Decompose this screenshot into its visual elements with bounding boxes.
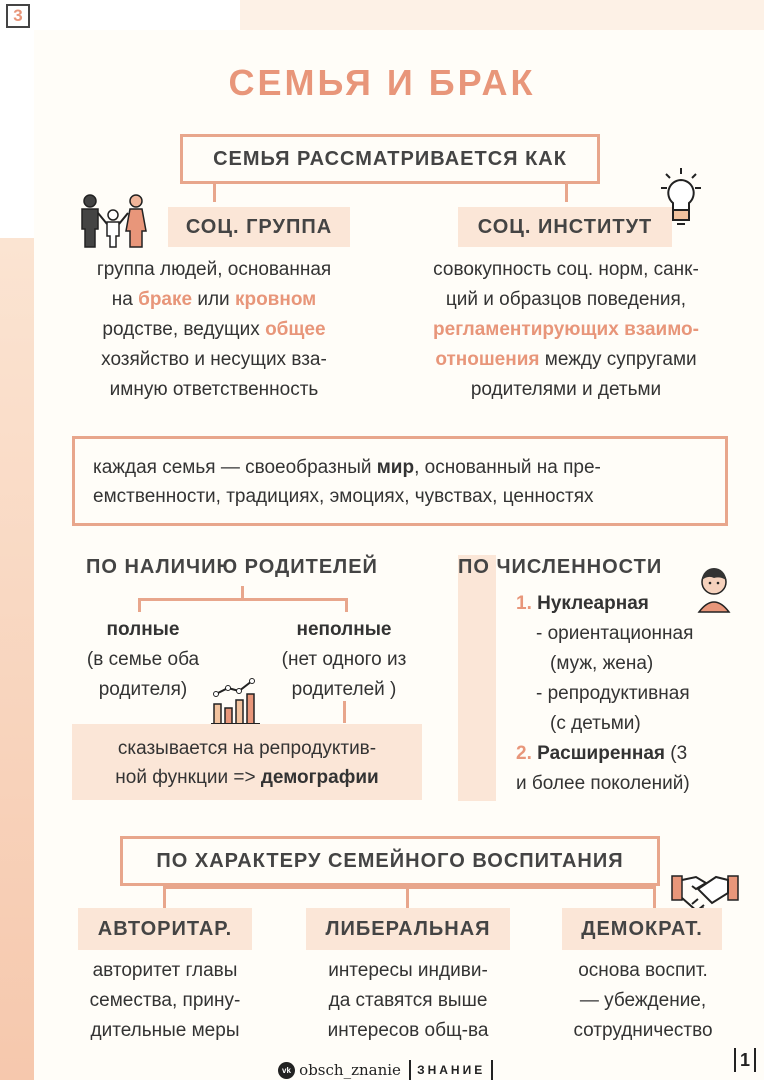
logo-text: 3 [13, 6, 23, 25]
liberal-line-1: интересы индиви- [328, 960, 488, 981]
parents-connector-left [138, 598, 141, 612]
page-number-text: 1 [739, 1050, 750, 1070]
demography-note [72, 724, 422, 800]
full-family-title: полные [106, 619, 180, 640]
incomplete-connector [343, 701, 346, 723]
left-band [0, 238, 34, 1080]
democratic-line-1: основа воспит. [578, 960, 708, 981]
parents-connector-right [345, 598, 348, 612]
incomplete-family-desc-1: (нет одного из [281, 649, 407, 670]
incomplete-family-title: неполные [296, 619, 392, 640]
liberal-line-3: интересов общ-ва [327, 1020, 489, 1041]
family-as-header [180, 134, 600, 184]
footer-brand: ЗНАНИЕ [409, 1060, 493, 1080]
logo [6, 4, 30, 28]
upbringing-connector-mid [406, 886, 409, 908]
demography-note-line-2: ной функции => демографии [115, 767, 379, 788]
family-as-header-text: СЕМЬЯ РАССМАТРИВАЕТСЯ КАК [213, 148, 567, 170]
authoritarian-line-1: авторитет главы [92, 960, 238, 981]
democratic-line-3: сотрудничество [573, 1020, 713, 1041]
family-size-list [516, 589, 756, 799]
incomplete-family-desc-2: родителей ) [291, 679, 397, 700]
incomplete-family [262, 615, 426, 705]
connector-right [565, 184, 568, 202]
size-sub-reproductive: - репродуктивная [536, 683, 690, 704]
footer [278, 1060, 493, 1080]
institute-line-4: отношения между супругами [435, 349, 697, 370]
growth-chart-icon [208, 678, 262, 726]
by-size-header: ПО ЧИСЛЕННОСТИ [458, 556, 663, 578]
group-line-4: хозяйство и несущих вза- [101, 349, 327, 370]
institute-line-2: ций и образцов поведения, [445, 289, 687, 310]
authoritarian-line-2: семества, прину- [89, 990, 241, 1011]
authoritarian-description [62, 956, 268, 1046]
page-title: СЕМЬЯ И БРАК [228, 62, 536, 103]
parents-connector-bar [138, 598, 348, 601]
size-sub-orientation: - ориентационная [536, 623, 694, 644]
liberal-description [304, 956, 512, 1046]
by-size-band [458, 555, 496, 801]
authoritarian-line-3: дительные меры [90, 1020, 240, 1041]
full-family-desc-1: (в семье оба [86, 649, 200, 670]
size-sub-reproductive-note: (с детьми) [550, 713, 641, 734]
family-icon [76, 193, 150, 249]
upbringing-header-text: ПО ХАРАКТЕРУ СЕМЕЙНОГО ВОСПИТАНИЯ [156, 850, 624, 872]
democratic-line-2: — убеждение, [579, 990, 707, 1011]
tag-authoritarian: АВТОРИТАР. [78, 908, 252, 950]
social-group-description [64, 255, 364, 405]
social-institute-description [396, 255, 736, 405]
democratic-description [548, 956, 738, 1046]
vk-icon: vk [278, 1062, 295, 1079]
upbringing-connector-bar [163, 886, 656, 889]
size-item-extended-note: и более поколений) [516, 773, 690, 794]
full-family-desc-2: родителя) [98, 679, 188, 700]
world-line-2: емственности, традициях, эмоциях, чувствах, ценностях [93, 486, 594, 507]
tag-democratic: ДЕМОКРАТ. [562, 908, 722, 950]
demography-note-line-1: сказывается на репродуктив- [117, 738, 377, 759]
connector-left [213, 184, 216, 202]
footer-handle[interactable]: obsch_znanie [299, 1061, 401, 1080]
upbringing-connector-right [653, 886, 656, 908]
institute-line-3: регламентирующих взаимо- [433, 319, 699, 340]
liberal-line-2: да ставятся выше [328, 990, 488, 1011]
family-world-box [72, 436, 728, 526]
tag-social-group: СОЦ. ГРУППА [168, 207, 350, 247]
size-item-nuclear: 1. Нуклеарная [516, 593, 649, 614]
tag-liberal: ЛИБЕРАЛЬНАЯ [306, 908, 510, 950]
size-item-extended: 2. Расширенная (3 [516, 743, 688, 764]
by-parents-header: ПО НАЛИЧИЮ РОДИТЕЛЕЙ [86, 556, 378, 578]
full-family [60, 615, 226, 705]
upbringing-connector-left [163, 886, 166, 908]
group-line-5: имную ответственность [109, 379, 319, 400]
page-number [734, 1048, 756, 1072]
group-line-3: родстве, ведущих общее [102, 319, 326, 340]
group-line-1: группа людей, основанная [96, 259, 332, 280]
size-sub-orientation-note: (муж, жена) [550, 653, 654, 674]
tag-social-institute: СОЦ. ИНСТИТУТ [458, 207, 672, 247]
group-line-2: на браке или кровном [111, 289, 317, 310]
institute-line-1: совокупность соц. норм, санк- [433, 259, 699, 280]
upbringing-header [120, 836, 660, 886]
top-band [240, 0, 764, 30]
world-line-1: каждая семья — своеобразный мир, основанный на пре- [93, 457, 601, 478]
institute-line-5: родителями и детьми [470, 379, 662, 400]
